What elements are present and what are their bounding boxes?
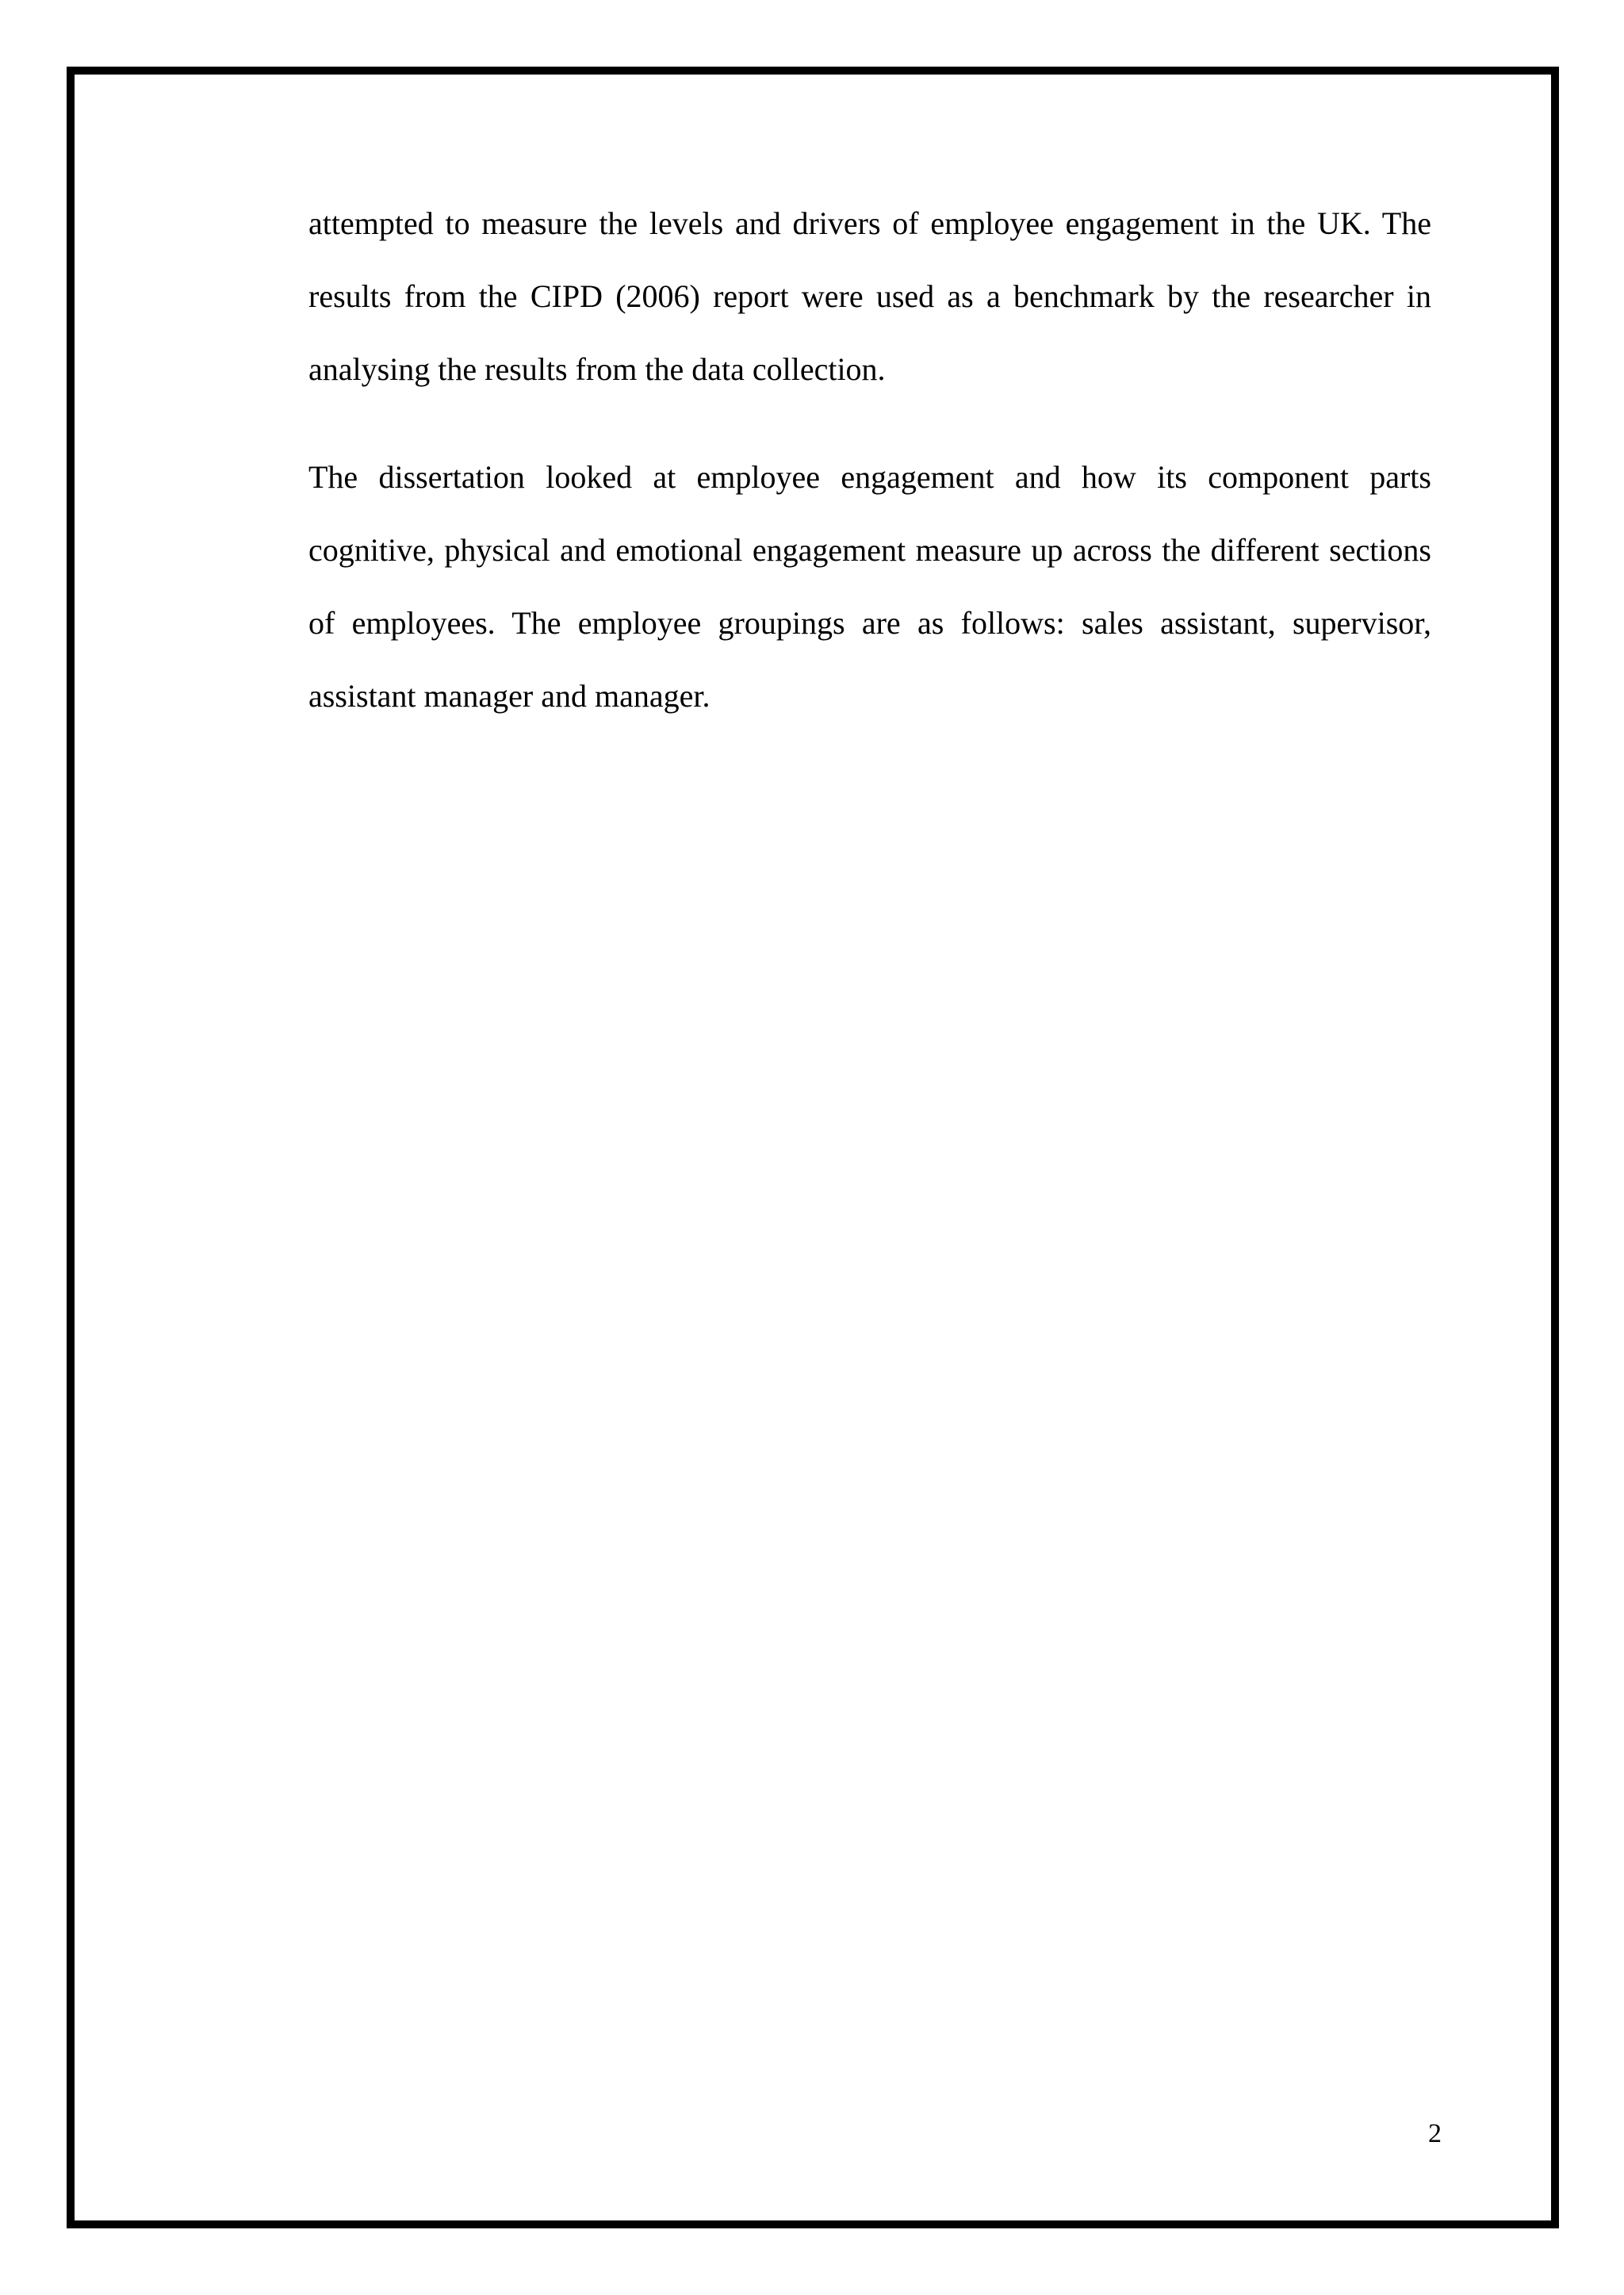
page-number: 2 <box>1428 2119 1442 2148</box>
paragraph-1: attempted to measure the levels and drivers of employee engagement in the UK. The results from the CIPD (2006) report were used as a benchmark by the researcher in analysing the results from the data collection. <box>308 205 1431 387</box>
paragraph-2: The dissertation looked at employee engagement and how its component parts cognitive, physical and emotional engagement measure up across the different sections of employees. The employee groupings are as follows: sales assistant, supervisor, assistant manager and manager. <box>308 459 1431 714</box>
